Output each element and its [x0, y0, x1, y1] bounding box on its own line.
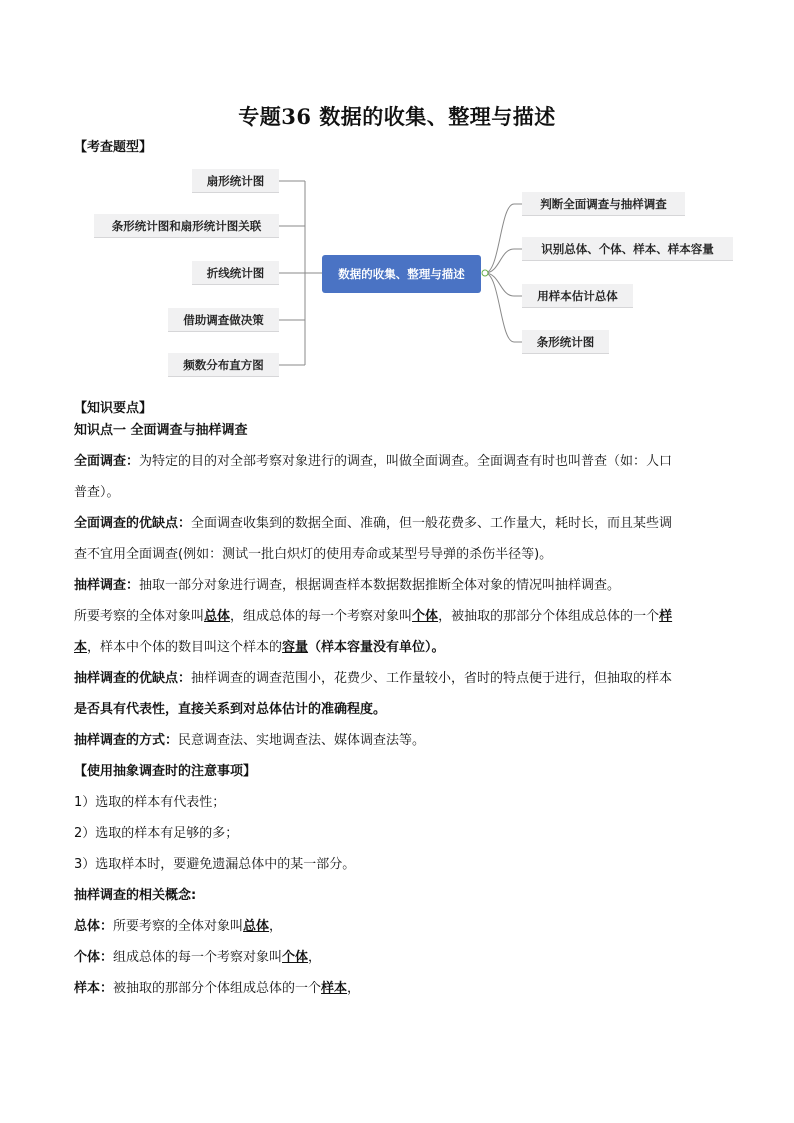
- knowledge-content: [74, 415, 724, 1004]
- mindmap-center-node: 数据的收集、整理与描述: [322, 255, 481, 293]
- census-line: [74, 446, 724, 477]
- sample-methods-label: 抽样调查的方式：: [74, 733, 179, 748]
- mindmap-node-left: 折线统计图: [192, 261, 279, 285]
- concept-sample: 样本：被抽取的那部分个体组成总体的一个样本，: [74, 981, 361, 996]
- mindmap-node-left: 借助调查做决策: [168, 308, 279, 332]
- census-pros-line-2: 查不宜用全面调查(例如：测试一批白炽灯的使用寿命或某型号导弹的杀伤半径等)。: [74, 547, 553, 562]
- census-pros-label: 全面调查的优缺点：: [74, 516, 192, 531]
- census-pros-line: [74, 508, 724, 539]
- mindmap-node-left: 频数分布直方图: [168, 353, 279, 377]
- sample-pros-label: 抽样调查的优缺点：: [74, 671, 192, 686]
- mindmap-node-right: 用样本估计总体: [522, 284, 633, 308]
- note-item: 1）选取的样本有代表性；: [74, 795, 226, 810]
- notes-heading: 【使用抽象调查时的注意事项】: [74, 764, 257, 779]
- note-item: 2）选取的样本有足够的多；: [74, 826, 239, 841]
- sample-pros-line-2: 是否具有代表性，直接关系到对总体估计的准确程度。: [74, 702, 387, 717]
- page-title: 专题36 数据的收集、整理与描述: [238, 104, 556, 129]
- sample-line: [74, 570, 724, 601]
- mindmap-node-right: 判断全面调查与抽样调查: [522, 192, 685, 216]
- term-population: 总体: [204, 609, 231, 624]
- census-label: 全面调查：: [74, 454, 140, 469]
- sample-text: 抽取一部分对象进行调查，根据调查样本数据数据推断全体对象的情况叫抽样调查。: [139, 578, 621, 593]
- concept-population: 总体：所要考察的全体对象叫总体，: [74, 919, 283, 934]
- mindmap-node-right: 条形统计图: [522, 330, 609, 354]
- definitions-line: 所要考察的全体对象叫总体，组成总体的每一个考察对象叫个体，被抽取的那部分个体组成总体的一个样: [74, 609, 673, 624]
- mindmap-node-left: 扇形统计图: [192, 169, 279, 193]
- note-item: 3）选取样本时，要避免遗漏总体中的某一部分。: [74, 857, 356, 872]
- mindmap-junction: [482, 270, 488, 276]
- section-knowledge-points: 【知识要点】: [74, 401, 153, 416]
- census-text: 为特定的目的对全部考察对象进行的调查，叫做全面调查。全面调查有时也叫普查（如：人口: [139, 454, 673, 469]
- sample-pros-line: [74, 663, 724, 694]
- sample-methods-line: [74, 725, 724, 756]
- kp1-heading: 知识点一 全面调查与抽样调查: [74, 423, 248, 438]
- term-individual: 个体: [412, 609, 439, 624]
- census-line-2: 普查）。: [74, 485, 120, 500]
- term-sample: 样: [659, 609, 673, 624]
- concept-individual: 个体：组成总体的每一个考察对象叫个体，: [74, 950, 322, 965]
- sample-label: 抽样调查：: [74, 578, 140, 593]
- related-concepts-heading: 抽样调查的相关概念:: [74, 888, 197, 903]
- section-question-types: 【考查题型】: [74, 140, 153, 155]
- sample-methods-text: 民意调查法、实地调查法、媒体调查法等。: [178, 733, 426, 748]
- sample-pros-text: 抽样调查的调查范围小，花费少、工作量较小，省时的特点便于进行，但抽取的样本: [191, 671, 673, 686]
- term-capacity: 容量: [282, 640, 309, 655]
- mindmap-node-right: 识别总体、个体、样本、样本容量: [522, 237, 733, 261]
- definitions-line-2: 本，样本中个体的数目叫这个样本的容量（样本容量没有单位）。: [74, 640, 445, 655]
- mindmap-node-left: 条形统计图和扇形统计图关联: [94, 214, 279, 238]
- census-pros-text: 全面调查收集到的数据全面、准确，但一般花费多、工作量大，耗时长，而且某些调: [191, 516, 673, 531]
